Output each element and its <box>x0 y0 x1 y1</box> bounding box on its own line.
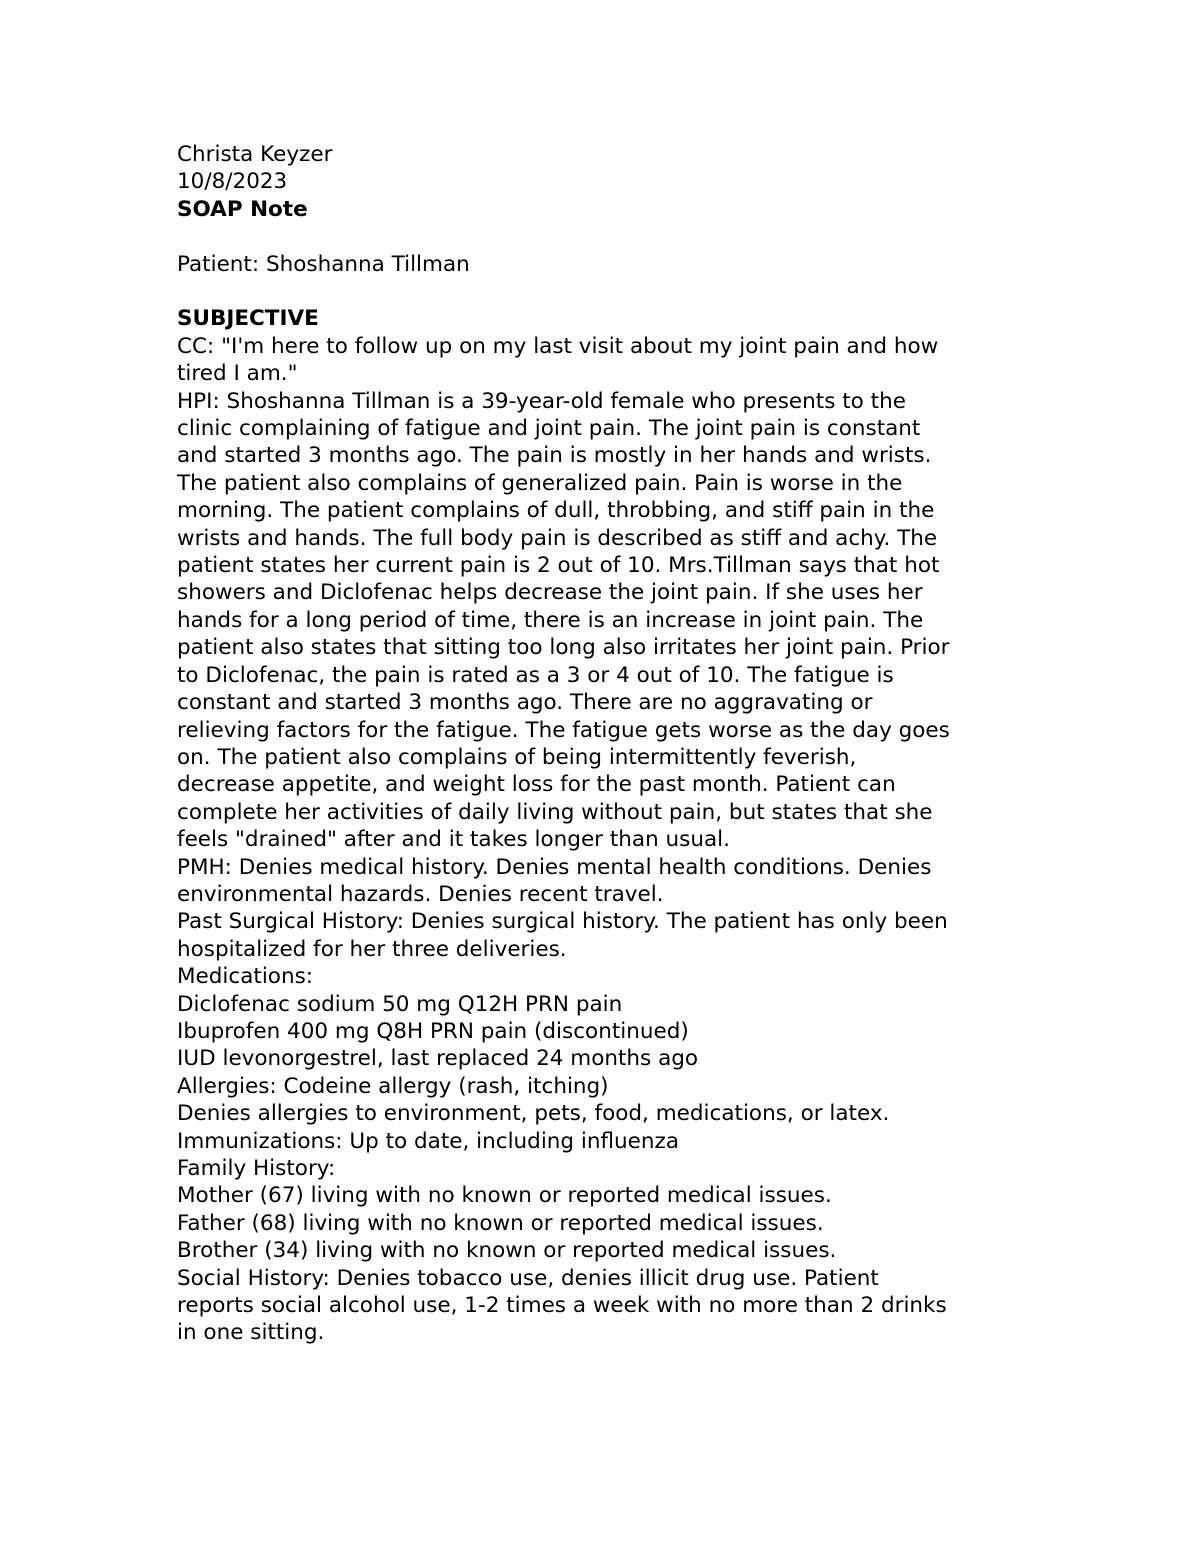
subjective-text-line: Immunizations: Up to date, including influenza <box>177 1128 679 1154</box>
spacer <box>177 223 1037 250</box>
subjective-text-line: Allergies: Codeine allergy (rash, itching) <box>177 1073 609 1099</box>
subjective-text-line: constant and started 3 months ago. There are no aggravating or <box>177 690 873 716</box>
patient-line: Patient: Shoshanna Tillman <box>177 251 470 277</box>
subjective-text-line: Denies allergies to environment, pets, food, medications, or latex. <box>177 1101 890 1127</box>
subjective-text-line: complete her activities of daily living without pain, but states that she <box>177 799 933 825</box>
subjective-heading: SUBJECTIVE <box>177 306 319 332</box>
subjective-text-line: morning. The patient complains of dull, throbbing, and stiff pain in the <box>177 498 935 524</box>
subjective-text-line: and started 3 months ago. The pain is mostly in her hands and wrists. <box>177 443 932 469</box>
subjective-text-line: HPI: Shoshanna Tillman is a 39-year-old female who presents to the <box>177 388 906 414</box>
subjective-text-line: hospitalized for her three deliveries. <box>177 936 567 962</box>
subjective-text-line: patient also states that sitting too long also irritates her joint pain. Prior <box>177 635 950 661</box>
subjective-text-line: Family History: <box>177 1156 336 1181</box>
subjective-text-line: feels "drained" after and it takes longer than usual. <box>177 827 730 853</box>
subjective-text-line: Past Surgical History: Denies surgical history. The patient has only been <box>177 909 948 935</box>
subjective-text-line: environmental hazards. Denies recent travel. <box>177 881 664 907</box>
subjective-text-line: decrease appetite, and weight loss for the past month. Patient can <box>177 772 896 798</box>
subjective-text-line: PMH: Denies medical history. Denies mental health conditions. Denies <box>177 854 932 880</box>
subjective-text-line: Social History: Denies tobacco use, denies illicit drug use. Patient <box>177 1265 879 1291</box>
subjective-text-line: showers and Diclofenac helps decrease the joint pain. If she uses her <box>177 580 923 606</box>
subjective-section <box>177 333 1037 1347</box>
author-name: Christa Keyzer <box>177 142 333 167</box>
subjective-text-line: in one sitting. <box>177 1320 325 1346</box>
subjective-text-line: reports social alcohol use, 1-2 times a week with no more than 2 drinks <box>177 1293 947 1319</box>
subjective-text-line: Brother (34) living with no known or reported medical issues. <box>177 1238 837 1264</box>
subjective-text-line: on. The patient also complains of being intermittently feverish, <box>177 744 857 770</box>
subjective-text-line: to Diclofenac, the pain is rated as a 3 or 4 out of 10. The fatigue is <box>177 662 894 688</box>
subjective-text-line: The patient also complains of generalized pain. Pain is worse in the <box>177 470 903 496</box>
subjective-text-line: Medications: <box>177 964 314 990</box>
subjective-text-line: Ibuprofen 400 mg Q8H PRN pain (discontinued) <box>177 1018 689 1044</box>
subjective-text-line: Father (68) living with no known or reported medical issues. <box>177 1210 824 1236</box>
subjective-text-line: wrists and hands. The full body pain is described as stiff and achy. The <box>177 525 938 551</box>
subjective-text-line: tired I am." <box>177 361 298 387</box>
subjective-text-line: Diclofenac sodium 50 mg Q12H PRN pain <box>177 991 623 1017</box>
subjective-text-line: hands for a long period of time, there is an increase in joint pain. The <box>177 607 924 633</box>
document-body <box>177 141 1037 1347</box>
subjective-text-line: Mother (67) living with no known or reported medical issues. <box>177 1183 832 1209</box>
document-date: 10/8/2023 <box>177 169 288 195</box>
subjective-text-line: relieving factors for the fatigue. The fatigue gets worse as the day goes <box>177 717 950 743</box>
subjective-text-line: CC: "I'm here to follow up on my last visit about my joint pain and how <box>177 333 939 359</box>
document-title: SOAP Note <box>177 196 308 222</box>
subjective-text-line: patient states her current pain is 2 out of 10. Mrs.Tillman says that hot <box>177 553 940 579</box>
subjective-text-line: IUD levonorgestrel, last replaced 24 months ago <box>177 1046 699 1072</box>
subjective-text-line: clinic complaining of fatigue and joint pain. The joint pain is constant <box>177 416 921 442</box>
spacer <box>177 278 1037 305</box>
